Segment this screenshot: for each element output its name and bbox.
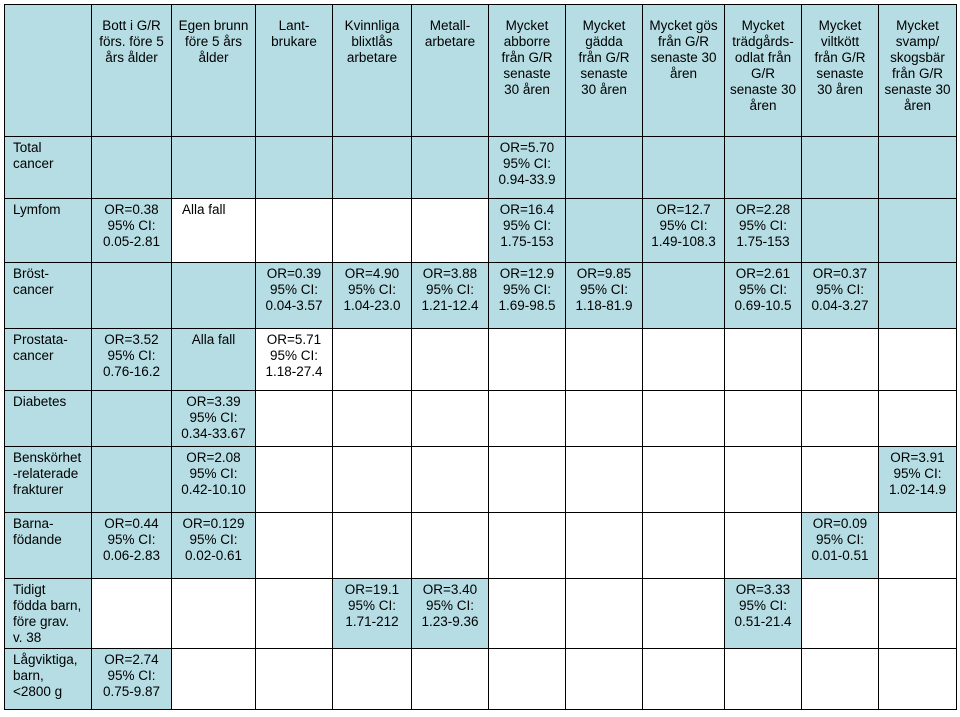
table-cell: OR=3.52 95% CI: 0.76-16.2: [92, 329, 172, 391]
table-row-tidigt-fodda-barn-fore-grav-v-38: [5, 579, 957, 649]
header-metallarbetare: Metall- arbetare: [412, 5, 489, 137]
table-cell: [643, 329, 725, 391]
table-cell: [412, 447, 489, 513]
row-label: Benskörhet -relaterade frakturer: [5, 447, 92, 513]
table-cell: [643, 579, 725, 649]
table-cell: [333, 447, 412, 513]
table-cell: [92, 391, 172, 447]
row-label: Lymfom: [5, 199, 92, 263]
row-label: Barna- födande: [5, 513, 92, 579]
table-row-prostata-cancer: [5, 329, 957, 391]
table-row-lagviktiga-barn-2800-g: [5, 649, 957, 710]
table-cell: [879, 579, 957, 649]
table-cell: Alla fall: [172, 199, 256, 263]
table-cell: [566, 447, 643, 513]
table-cell: [643, 137, 725, 199]
table-cell: OR=3.88 95% CI: 1.21-12.4: [412, 263, 489, 329]
header-gos: Mycket gös från G/R senaste 30 åren: [643, 5, 725, 137]
table-cell: [256, 137, 333, 199]
table-cell: [333, 513, 412, 579]
table-cell: [256, 649, 333, 710]
header-abborre: Mycket abborre från G/R senaste 30 åren: [489, 5, 566, 137]
table-cell: [802, 649, 879, 710]
table-cell: [172, 649, 256, 710]
table-cell: [489, 447, 566, 513]
table-cell: [879, 263, 957, 329]
table-cell: [412, 199, 489, 263]
table-cell: [172, 263, 256, 329]
table-cell: [489, 391, 566, 447]
table-cell: OR=0.37 95% CI: 0.04-3.27: [802, 263, 879, 329]
table-cell: [256, 199, 333, 263]
row-label: Lågviktiga, barn, <2800 g: [5, 649, 92, 710]
table-cell: [643, 649, 725, 710]
table-cell: [256, 579, 333, 649]
table-cell: [489, 649, 566, 710]
table-cell: [172, 579, 256, 649]
table-cell: [333, 329, 412, 391]
table-cell: OR=0.09 95% CI: 0.01-0.51: [802, 513, 879, 579]
table-cell: [333, 649, 412, 710]
header-viltkott: Mycket viltkött från G/R senaste 30 åren: [802, 5, 879, 137]
row-label: Prostata- cancer: [5, 329, 92, 391]
table-cell: [643, 263, 725, 329]
table-cell: [412, 137, 489, 199]
table-row-lymfom: [5, 199, 957, 263]
table-cell: [489, 513, 566, 579]
row-label: Diabetes: [5, 391, 92, 447]
results-table: [4, 4, 957, 710]
table-cell: [412, 329, 489, 391]
table-cell: [643, 391, 725, 447]
table-cell: [412, 649, 489, 710]
header-row: [5, 5, 957, 137]
table-cell: OR=0.39 95% CI: 0.04-3.57: [256, 263, 333, 329]
table-cell: OR=0.38 95% CI: 0.05-2.81: [92, 199, 172, 263]
table-cell: [566, 579, 643, 649]
header-lantbrukare: Lant- brukare: [256, 5, 333, 137]
table-cell: OR=2.08 95% CI: 0.42-10.10: [172, 447, 256, 513]
table-cell: OR=12.9 95% CI: 1.69-98.5: [489, 263, 566, 329]
table-cell: [802, 579, 879, 649]
table-cell: OR=3.91 95% CI: 1.02-14.9: [879, 447, 957, 513]
table-cell: [489, 329, 566, 391]
row-label: Bröst- cancer: [5, 263, 92, 329]
table-cell: [725, 513, 802, 579]
table-cell: [489, 579, 566, 649]
table-cell: [643, 447, 725, 513]
table-cell: OR=4.90 95% CI: 1.04-23.0: [333, 263, 412, 329]
header-blixtlas-arbetare: Kvinnliga blixtlås arbetare: [333, 5, 412, 137]
table-cell: [333, 391, 412, 447]
table-row-total-cancer: [5, 137, 957, 199]
table-row-benskorhet-relaterade-frakturer: [5, 447, 957, 513]
table-cell: [802, 391, 879, 447]
table-cell: OR=2.74 95% CI: 0.75-9.87: [92, 649, 172, 710]
table-cell: [566, 391, 643, 447]
table-cell: OR=3.40 95% CI: 1.23-9.36: [412, 579, 489, 649]
table-cell: [333, 137, 412, 199]
table-cell: [802, 199, 879, 263]
table-cell: [333, 199, 412, 263]
table-cell: OR=5.70 95% CI: 0.94-33.9: [489, 137, 566, 199]
table-cell: OR=2.28 95% CI: 1.75-153: [725, 199, 802, 263]
table-cell: [725, 447, 802, 513]
header-svamp-skogsbar: Mycket svamp/ skogsbär från G/R senaste 30 åren: [879, 5, 957, 137]
table-cell: [725, 329, 802, 391]
table-cell: [412, 513, 489, 579]
table-cell: [256, 391, 333, 447]
table-row-diabetes: [5, 391, 957, 447]
table-cell: [172, 137, 256, 199]
table-cell: OR=12.7 95% CI: 1.49-108.3: [643, 199, 725, 263]
table-cell: [725, 137, 802, 199]
table-cell: [879, 199, 957, 263]
row-label: Tidigt födda barn, före grav. v. 38: [5, 579, 92, 649]
table-cell: [256, 447, 333, 513]
table-cell: [92, 263, 172, 329]
table-cell: [879, 137, 957, 199]
table-cell: [879, 649, 957, 710]
table-cell: OR=0.129 95% CI: 0.02-0.61: [172, 513, 256, 579]
table-cell: OR=9.85 95% CI: 1.18-81.9: [566, 263, 643, 329]
table-cell: [566, 137, 643, 199]
table-cell: [879, 329, 957, 391]
table-cell: [566, 649, 643, 710]
table-cell: [802, 137, 879, 199]
table-cell: [412, 391, 489, 447]
table-cell: [725, 649, 802, 710]
table-cell: [566, 513, 643, 579]
table-cell: [879, 513, 957, 579]
header-tradgardsodlat: Mycket trädgårds- odlat från G/R senaste 30 åren: [725, 5, 802, 137]
table-cell: [92, 579, 172, 649]
table-cell: OR=3.39 95% CI: 0.34-33.67: [172, 391, 256, 447]
row-label: Total cancer: [5, 137, 92, 199]
header-gadda: Mycket gädda från G/R senaste 30 åren: [566, 5, 643, 137]
header-corner: [5, 5, 92, 137]
table-cell: OR=0.44 95% CI: 0.06-2.83: [92, 513, 172, 579]
table-cell: [256, 513, 333, 579]
table-cell: [92, 137, 172, 199]
header-egen-brunn: Egen brunn före 5 års ålder: [172, 5, 256, 137]
table-cell: Alla fall: [172, 329, 256, 391]
table-cell: [566, 329, 643, 391]
table-cell: [879, 391, 957, 447]
table-cell: [92, 447, 172, 513]
header-bott-i-gr: Bott i G/R förs. före 5 års ålder: [92, 5, 172, 137]
table-cell: [725, 391, 802, 447]
table-cell: [643, 513, 725, 579]
table-cell: OR=19.1 95% CI: 1.71-212: [333, 579, 412, 649]
table-row-brost-cancer: [5, 263, 957, 329]
table-cell: [566, 199, 643, 263]
table-row-barna-fodande: [5, 513, 957, 579]
results-table-container: [4, 4, 957, 710]
table-cell: OR=5.71 95% CI: 1.18-27.4: [256, 329, 333, 391]
table-cell: [802, 447, 879, 513]
table-cell: OR=3.33 95% CI: 0.51-21.4: [725, 579, 802, 649]
table-cell: OR=2.61 95% CI: 0.69-10.5: [725, 263, 802, 329]
table-cell: [802, 329, 879, 391]
table-cell: OR=16.4 95% CI: 1.75-153: [489, 199, 566, 263]
